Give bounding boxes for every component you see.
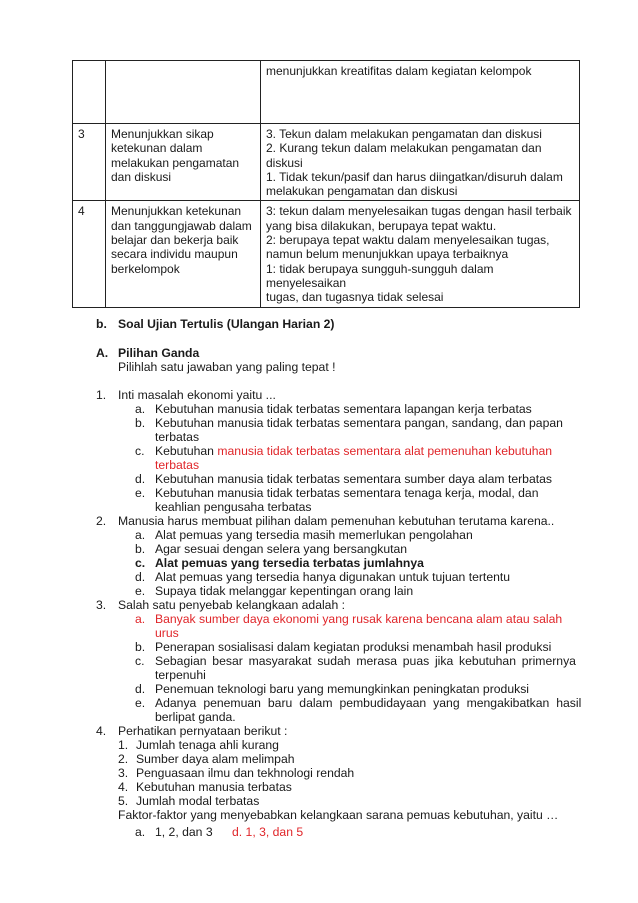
option-text: Penemuan teknologi baru yang memungkinkan peningkatan produksi [155,682,529,696]
option-letter: d. [135,570,146,584]
question-text: Salah satu penyebab kelangkaan adalah : [118,598,346,612]
aspect-line: dan diskusi [111,169,172,184]
table-cell-aspect [106,201,261,307]
option-letter: a. [135,612,146,626]
criteria-line: 1. Tidak tekun/pasif dan harus diingatkan/disuruh dalam [266,169,563,184]
answer-highlight: Banyak sumber daya ekonomi yang rusak karena bencana alam atau salah [155,612,563,626]
table-cell-no: 4 [73,201,106,307]
aspect-line: melakukan pengamatan [111,155,240,170]
option-text: Alat pemuas yang tersedia masih memerlukan pengolahan [155,528,473,542]
option-text: terpenuhi [155,668,206,682]
criteria-text: menunjukkan kreatifitas dalam kegiatan kelompok [266,64,532,78]
option-text: Sebagian besar masyarakat sudah merasa puas jika kebutuhan primernya [155,654,576,668]
option-letter: b. [135,542,146,556]
option-text: Kebutuhan manusia tidak terbatas sementara sumber daya alam terbatas [155,472,552,486]
statement-text: Penguasaan ilmu dan tekhnologi rendah [136,766,355,780]
answer-highlight: urus [155,626,179,640]
answer-highlight: manusia tidak terbatas sementara alat pemenuhan kebutuhan [217,444,553,458]
table-cell-aspect [106,61,261,124]
option-text [155,444,552,458]
question-number: 3. [96,598,107,612]
option-letter: c. [135,654,145,668]
table-cell-no [73,61,106,124]
option-letter: e. [135,696,146,710]
aspect-line: secara individu maupun [111,247,238,262]
answer-highlight: d. 1, 3, dan 5 [232,825,304,839]
option-text: Kebutuhan manusia tidak terbatas sementara tenaga kerja, modal, dan [155,486,539,500]
option-letter: d. [135,682,146,696]
statement-text: Jumlah modal terbatas [136,794,260,808]
criteria-line: 2. Kurang tekun dalam melakukan pengamatan dan [266,141,542,156]
option-text: Penerapan sosialisasi dalam kegiatan produksi menambah hasil produksi [155,640,552,654]
option-letter: e. [135,584,146,598]
section-a-label: A. [96,346,109,360]
option-text: Kebutuhan manusia tidak terbatas sementara lapangan kerja terbatas [155,402,532,416]
table-cell-criteria [261,61,580,124]
criteria-line: 2: berupaya tepat waktu dalam menyelesaikan tugas, [266,233,550,248]
option-letter: a. [135,825,146,839]
option-letter: b. [135,640,146,654]
statement-text: Sumber daya alam melimpah [136,752,295,766]
criteria-line: 1: tidak berupaya sungguh-sungguh dalam menyelesaikan [266,261,494,290]
option-letter: b. [135,416,146,430]
criteria-line: 3: tekun dalam menyelesaikan tugas dengan hasil terbaik [266,204,572,219]
table-row [73,201,580,307]
criteria-line: yang bisa dilakukan, berupaya tepat waktu. [266,218,497,233]
option-text: Supaya tidak melanggar kepentingan orang lain [155,584,414,598]
table-cell-criteria [261,124,580,201]
option-text: Agar sesuai dengan selera yang bersangkutan [155,542,408,556]
statement-number: 1. [118,738,129,752]
section-b-label: b. [96,317,107,331]
option-letter: c. [135,556,146,570]
aspect-line: ketekunan dalam [111,141,203,156]
statement-text: Jumlah tenaga ahli kurang [136,738,279,752]
aspect-line: belajar dan bekerja baik [111,233,239,248]
criteria-line: tugas, dan tugasnya tidak selesai [266,290,444,305]
aspect-line: berkelompok [111,261,180,276]
section-a-instruction: Pilihlah satu jawaban yang paling tepat ! [118,360,336,374]
question-number: 2. [96,514,107,528]
table-cell-criteria [261,201,580,307]
option-letter: d. [135,472,146,486]
criteria-line: melakukan pengamatan dan diskusi [266,184,458,199]
table-row [73,124,580,201]
question-text: Perhatikan pernyataan berikut : [118,724,288,738]
option-text: terbatas [155,430,200,444]
answer-option-text: Alat pemuas yang tersedia terbatas jumlahnya [155,556,424,570]
statement-number: 5. [118,794,129,808]
option-text: Adanya penemuan baru dalam pembudidayaan yang mengakibatkan hasil [155,696,582,710]
criteria-line: diskusi [266,155,303,170]
option-text: Kebutuhan manusia tidak terbatas sementara pangan, sandang, dan papan [155,416,563,430]
criteria-line: 3. Tekun dalam melakukan pengamatan dan diskusi [266,127,542,141]
rubric-table [72,60,580,308]
question-number: 1. [96,388,107,402]
aspect-line: dan tanggungjawab dalam [111,218,252,233]
statement-number: 4. [118,780,129,794]
option-letter: a. [135,402,146,416]
option-text: Alat pemuas yang tersedia hanya digunakan untuk tujuan tertentu [155,570,511,584]
option-letter: e. [135,486,146,500]
statement-number: 3. [118,766,129,780]
option-letter: a. [135,528,146,542]
table-cell-aspect [106,124,261,201]
answer-highlight: terbatas [155,458,200,472]
question-number: 4. [96,724,107,738]
question-text: Inti masalah ekonomi yaitu ... [118,388,276,402]
option-text: 1, 2, dan 3 [155,825,213,839]
table-row [73,61,580,124]
option-text: berlipat ganda. [155,710,236,724]
section-a-title: Pilihan Ganda [118,346,200,360]
option-letter: c. [135,444,145,458]
section-b-title: Soal Ujian Tertulis (Ulangan Harian 2) [118,317,335,331]
statement-text: Kebutuhan manusia terbatas [136,780,292,794]
statement-number: 2. [118,752,129,766]
option-text: keahlian pengusaha terbatas [155,500,312,514]
question-text: Faktor-faktor yang menyebabkan kelangkaan sarana pemuas kebutuhan, yaitu … [118,808,559,822]
question-text: Manusia harus membuat pilihan dalam pemenuhan kebutuhan terutama karena.. [118,514,555,528]
table-cell-no: 3 [73,124,106,201]
aspect-line: Menunjukkan sikap [111,127,214,141]
option-text-prefix: Kebutuhan [155,444,218,458]
criteria-line: namun belum menunjukkan upaya terbaiknya [266,247,509,262]
aspect-line: Menunjukkan ketekunan [111,204,242,219]
